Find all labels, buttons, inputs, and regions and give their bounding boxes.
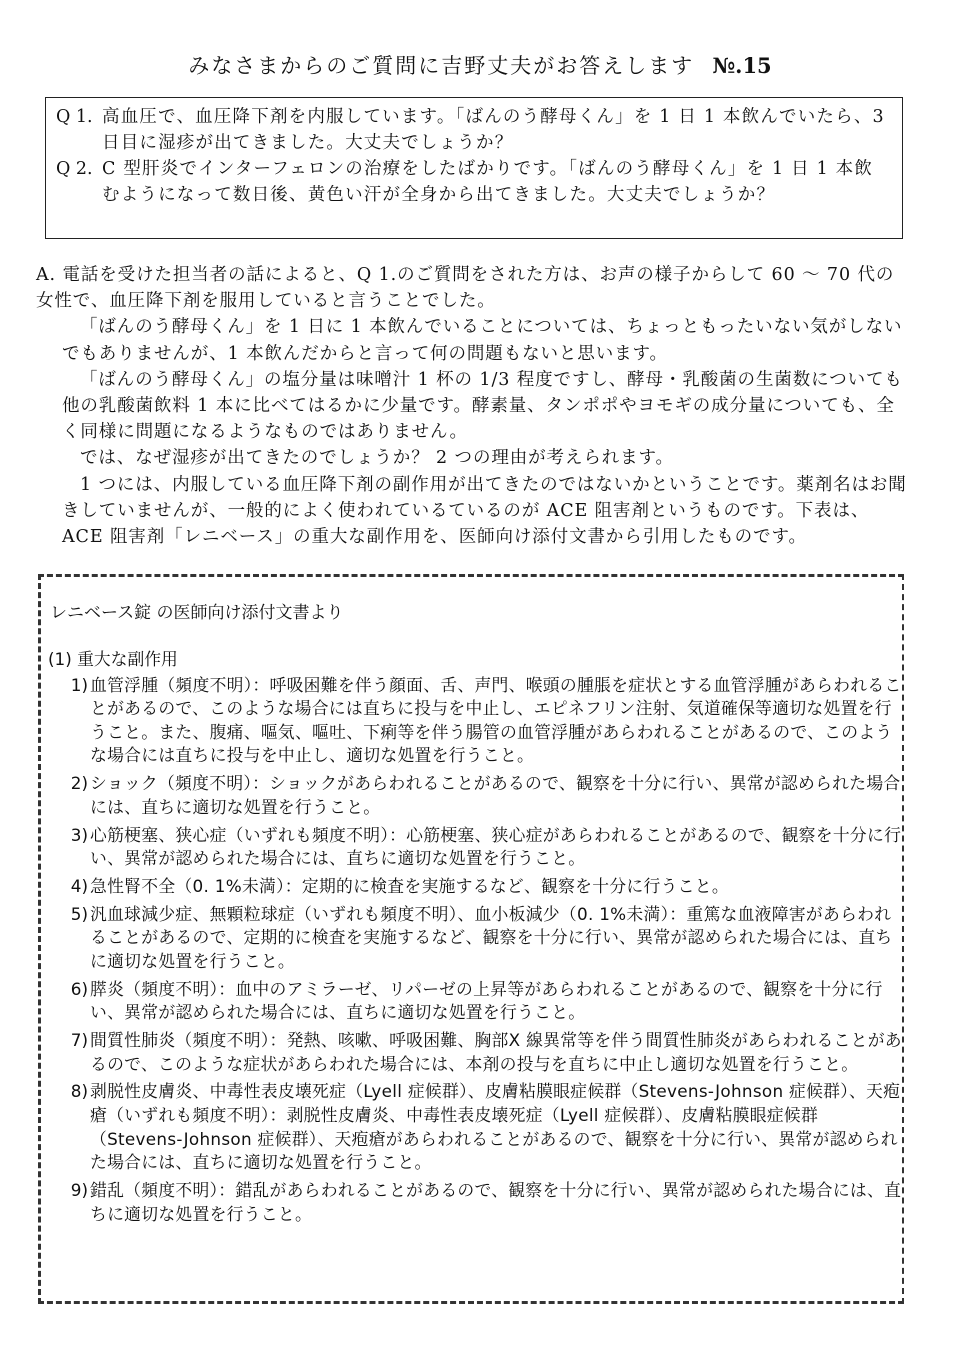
item-text: 剥脱性皮膚炎、中毒性表皮壊死症（Lyell 症候群）、皮膚粘膜眼症候群（Stevens-Johnson 症候群）、天疱瘡（いずれも頻度不明）：剥脱性皮膚炎、中毒性表皮壊死症（Lyell 症候群）、皮膚粘膜眼症候群（Stevens-Johnson 症候群）、天疱瘡があらわれることがあるので、観察を十分に行い、異常が認められた場合には、直ちに適切な処置を行うこと。 [90, 1081, 901, 1173]
question-text: C 型肝炎でインターフェロンの治療をしたばかりです。「ばんのう酵母くん」を 1 日 1 本飲むようになって数日後、黄色い汗が全身から出てきました。大丈夫でしょうか？ [102, 159, 874, 205]
item-text: 急性腎不全（0. 1%未満）：定期的に検査を実施するなど、観察を十分に行うこと。 [90, 875, 729, 896]
quote-box-title: レニベース錠 の医師向け添付文書より [50, 603, 344, 623]
item-number: 6) [70, 978, 88, 999]
issue-number: №.15 [712, 53, 772, 78]
question-text: 高血圧で、血圧降下剤を内服しています。「ばんのう酵母くん」を 1 日 1 本飲んでいたら、3 日目に湿疹が出てきました。大丈夫でしょうか？ [102, 107, 885, 153]
side-effect-item [48, 978, 904, 1025]
item-text: 膵炎（頻度不明）：血中のアミラーゼ、リパーゼの上昇等があらわれることがあるので、観察を十分に行い、異常が認められた場合には、直ちに適切な処置を行うこと。 [90, 978, 883, 1023]
item-text: ショック（頻度不明）：ショックがあらわれることがあるので、観察を十分に行い、異常が認められた場合には、直ちに適切な処置を行うこと。 [90, 773, 901, 817]
side-effects-list [48, 648, 904, 1230]
item-number: 9) [70, 1179, 88, 1200]
side-effect-item [48, 1029, 904, 1076]
side-effect-item [48, 1179, 904, 1226]
question-2 [56, 156, 890, 208]
item-text: 汎血球減少症、無顆粒球症（いずれも頻度不明）、血小板減少（0. 1%未満）：重篤な血液障害があらわれることがあるので、定期的に検査を実施するなど、観察を十分に行い、異常が認められた場合には、直ちに適切な処置を行うこと。 [90, 903, 893, 971]
side-effect-item [48, 1080, 904, 1174]
side-effect-item [48, 674, 904, 768]
answer-paragraph: A. 電話を受けた担当者の話によると、Q 1.のご質問をされた方は、お声の様子からして 60 〜 70 代の女性で、血圧降下剤を服用していると言うことでした。 [36, 265, 895, 312]
side-effects-heading: (1) 重大な副作用 [48, 649, 178, 669]
answer-paragraph: 「ばんのう酵母くん」の塩分量は味噌汁 1 杯の 1/3 程度ですし、酵母・乳酸菌の生菌数についても他の乳酸菌飲料 1 本に比べてはるかに少量です。酵素量、タンポポやヨモギの成分量についても、全く同様に問題になるようなものではありません。 [62, 369, 903, 443]
title-text: みなさまからのご質問に吉野丈夫がお答えします [188, 54, 695, 78]
item-number: 5) [70, 903, 88, 924]
item-number: 8) [70, 1081, 88, 1102]
side-effect-item [48, 903, 904, 974]
question-label: Q 1. [56, 107, 93, 127]
item-number: 3) [70, 824, 88, 845]
item-text: 錯乱（頻度不明）：錯乱があらわれることがあるので、観察を十分に行い、異常が認められた場合には、直ちに適切な処置を行うこと。 [90, 1179, 902, 1224]
side-effect-item [48, 772, 904, 819]
item-number: 2) [70, 773, 88, 794]
answer-paragraph: 「ばんのう酵母くん」を 1 日に 1 本飲んでいることについては、ちょっともったいない気がしないでもありませんが、1 本飲んだからと言って何の問題もないと思います。 [62, 317, 903, 364]
item-number: 7) [70, 1030, 88, 1051]
answer-section [36, 262, 910, 550]
item-number: 4) [70, 875, 88, 896]
question-label: Q 2. [56, 159, 93, 179]
item-number: 1) [70, 674, 88, 695]
page-title [0, 50, 960, 80]
answer-paragraph: 1 つには、内服している血圧降下剤の副作用が出てきたのではないかということです。薬剤名はお聞きしていませんが、一般的によく使われているているのが ACE 阻害剤というものです。下表は、ACE 阻害剤「レニベース」の重大な副作用を、医師向け添付文書から引用したものです。 [62, 474, 907, 548]
item-text: 血管浮腫（頻度不明）：呼吸困難を伴う顔面、舌、声門、喉頭の腫脹を症状とする血管浮腫があらわれることがあるので、このような場合には直ちに投与を中止し、エピネフリン注射、気道確保等適切な処置を行うこと。また、腹痛、嘔気、嘔吐、下痢等を伴う腸管の血管浮腫があらわれることがあるので、このような場合には直ちに投与を中止し、適切な処置を行うこと。 [90, 674, 902, 766]
answer-paragraph: では、なぜ湿疹が出てきたのでしょうか？ 2 つの理由が考えられます。 [80, 448, 674, 469]
side-effect-item [48, 875, 904, 899]
item-text: 間質性肺炎（頻度不明）：発熱、咳嗽、呼吸困難、胸部X 線異常等を伴う間質性肺炎があらわれることがあるので、このような症状があらわれた場合には、本剤の投与を直ちに中止し適切な処置を行うこと。 [90, 1030, 902, 1074]
question-1 [56, 104, 890, 156]
question-box [45, 97, 903, 239]
item-text: 心筋梗塞、狭心症（いずれも頻度不明）：心筋梗塞、狭心症があらわれることがあるので、観察を十分に行い、異常が認められた場合には、直ちに適切な処置を行うこと。 [90, 824, 902, 869]
side-effect-item [48, 824, 904, 871]
